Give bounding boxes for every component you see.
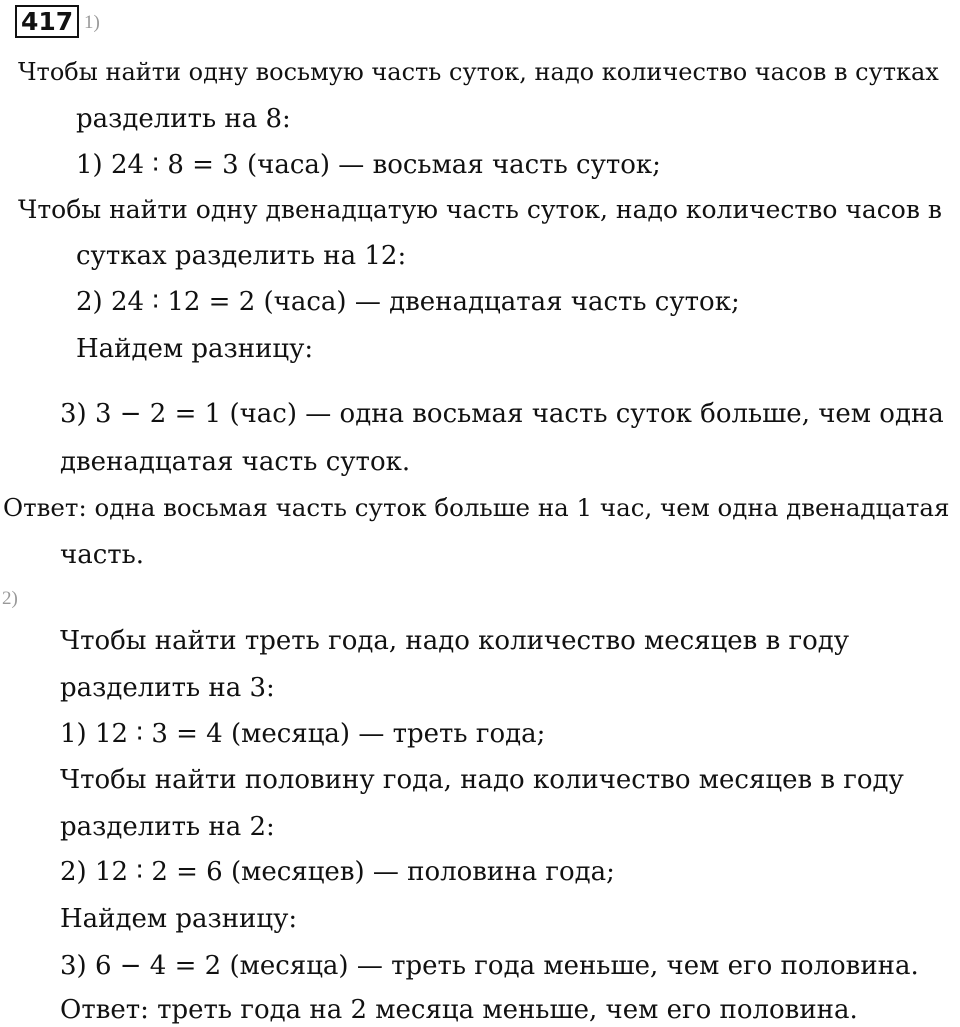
text-line: разделить на 8: <box>76 104 291 134</box>
text-line: разделить на 2: <box>60 812 275 842</box>
text-line: сутках разделить на 12: <box>76 241 407 271</box>
answer-line: часть. <box>60 540 145 570</box>
part-1-label: 1) <box>84 12 100 33</box>
text-line: 3) 3 − 2 = 1 (час) — одна восьмая часть суток больше, чем одна <box>60 399 944 429</box>
text-line: разделить на 3: <box>60 673 275 703</box>
text-line: 2) 24 ∶ 12 = 2 (часа) — двенадцатая часть суток; <box>76 287 740 317</box>
text-line: 3) 6 − 4 = 2 (месяца) — треть года меньше, чем его половина. <box>60 951 919 981</box>
text-line: Чтобы найти половину года, надо количество месяцев в году <box>60 765 904 795</box>
part-2-label: 2) <box>2 588 18 609</box>
text-line: Найдем разницу: <box>60 904 298 934</box>
task-number: 417 <box>15 5 79 38</box>
text-line: 1) 12 ∶ 3 = 4 (месяца) — треть года; <box>60 719 546 749</box>
text-line: Чтобы найти одну восьмую часть суток, надо количество часов в сутках <box>18 58 939 86</box>
text-line: двенадцатая часть суток. <box>60 447 411 477</box>
text-line: Найдем разницу: <box>76 334 314 364</box>
text-line: 2) 12 ∶ 2 = 6 (месяцев) — половина года; <box>60 857 615 887</box>
text-line: Чтобы найти одну двенадцатую часть суток, надо количество часов в <box>18 195 942 224</box>
answer-line: Ответ: одна восьмая часть суток больше на 1 час, чем одна двенадцатая <box>3 493 950 522</box>
answer-line: Ответ: треть года на 2 месяца меньше, чем его половина. <box>60 995 858 1025</box>
text-line: 1) 24 ∶ 8 = 3 (часа) — восьмая часть суток; <box>76 150 661 180</box>
text-line: Чтобы найти треть года, надо количество месяцев в году <box>60 626 850 656</box>
